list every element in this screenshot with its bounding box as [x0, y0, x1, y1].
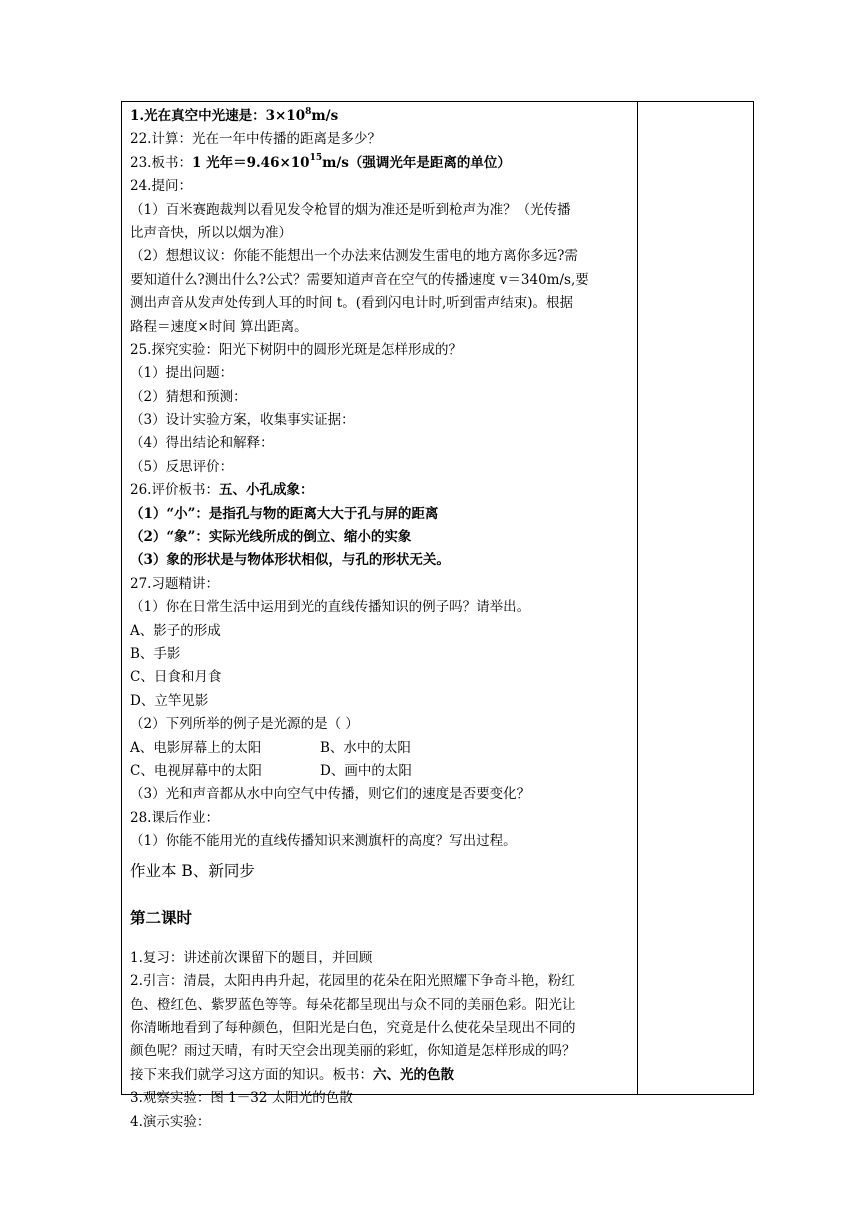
- text-line: （1）提出问题：: [130, 365, 234, 382]
- column-divider: [637, 102, 638, 1094]
- text-line: （3）设计实验方案，收集事实证据：: [130, 412, 355, 429]
- text-line: （1）你能不能用光的直线传播知识来测旗杆的高度？写出过程。: [130, 833, 517, 850]
- text-line: （3）象的形状是与物体形状相似，与孔的形状无关。: [130, 552, 450, 569]
- spacer: [130, 929, 635, 947]
- spacer: [130, 888, 635, 906]
- text-line: 你清晰地看到了每种颜色，但阳光是白色，究竟是什么使花朵呈现出不同的: [130, 1020, 576, 1037]
- text-line: C、日食和月食: [130, 669, 222, 686]
- text-line: （2）“象”：实际光线所成的倒立、缩小的实象: [130, 529, 412, 546]
- text-line: 测出声音从发声处传到人耳的时间 t。(看到闪电计时,听到雷声结束)。根据: [130, 295, 574, 312]
- text-line: 27.习题精讲：: [130, 575, 219, 592]
- section-heading: 第二课时: [130, 907, 193, 927]
- text-line: （1）“小”：是指孔与物的距离大大于孔与屏的距离: [130, 505, 439, 522]
- text-line: （1）百米赛跑裁判以看见发令枪冒的烟为准还是听到枪声为准？（光传播: [130, 201, 571, 218]
- text-line: A、电影屏幕上的太阳 B、水中的太阳: [130, 739, 411, 756]
- text-line: 色、橙红色、紫罗蓝色等等。每朵花都呈现出与众不同的美丽色彩。阳光让: [130, 996, 576, 1013]
- text-line: （5）反思评价：: [130, 458, 234, 475]
- text-line: B、手影: [130, 645, 181, 662]
- text-line: 路程＝速度×时间 算出距离。: [130, 318, 308, 335]
- text-line: 1.复习：讲述前次课留下的题目，并回顾: [130, 949, 373, 966]
- text-line: 26.评价板书：五、小孔成象：: [130, 482, 314, 499]
- text-line: （3）光和声音都从水中向空气中传播，则它们的速度是否要变化？: [130, 786, 531, 803]
- text-line: 比声音快，所以以烟为准）: [130, 224, 292, 241]
- text-line: （2）下列所举的例子是光源的是（ ）: [130, 716, 359, 733]
- text-line: 23.板书：1 光年$=9.46\times 10^{15}m/s$（强调光年是距离的单位）: [130, 153, 511, 171]
- text-line: 2.引言：清晨，太阳冉冉升起，花园里的花朵在阳光照耀下争奇斗艳，粉红: [130, 973, 575, 990]
- lesson-table: [121, 101, 754, 1130]
- text-line: （1）你在日常生活中运用到光的直线传播知识的例子吗？请举出。: [130, 599, 531, 616]
- text-line: 25.探究实验：阳光下树阴中的圆形光斑是怎样形成的？: [130, 341, 462, 358]
- text-line: D、立竿见影: [130, 692, 209, 709]
- text-line: 接下来我们就学习这方面的知识。板书：六、光的色散: [130, 1066, 454, 1083]
- text-line: 4.演示实验：: [130, 1113, 211, 1130]
- text-line: 28.课后作业：: [130, 809, 219, 826]
- lesson-content: [130, 105, 635, 1134]
- text-line: （2）猜想和预测：: [130, 388, 247, 405]
- text-line: （2）想想议议：你能不能想出一个办法来估测发生雷电的地方离你多远?需: [130, 248, 578, 265]
- text-line: C、电视屏幕中的太阳 D、画中的太阳: [130, 762, 412, 779]
- text-line: 24.提问：: [130, 178, 192, 195]
- text-line: 颜色呢？雨过天晴，有时天空会出现美丽的彩虹，你知道是怎样形成的吗？: [130, 1043, 576, 1060]
- text-line: 3.观察实验：图 1－32 太阳光的色散: [130, 1090, 353, 1107]
- text-line: 作业本 B、新同步: [130, 861, 255, 880]
- text-line: （4）得出结论和解释：: [130, 435, 274, 452]
- text-line: 要知道什么?测出什么?公式？需要知道声音在空气的传播速度 v＝340m/s,要: [130, 271, 589, 288]
- text-line: A、影子的形成: [130, 622, 221, 639]
- text-line: 22.计算：光在一年中传播的距离是多少？: [130, 131, 381, 148]
- text-line: 1.光在真空中光速是：$3\times 10^8m/s$: [130, 106, 339, 124]
